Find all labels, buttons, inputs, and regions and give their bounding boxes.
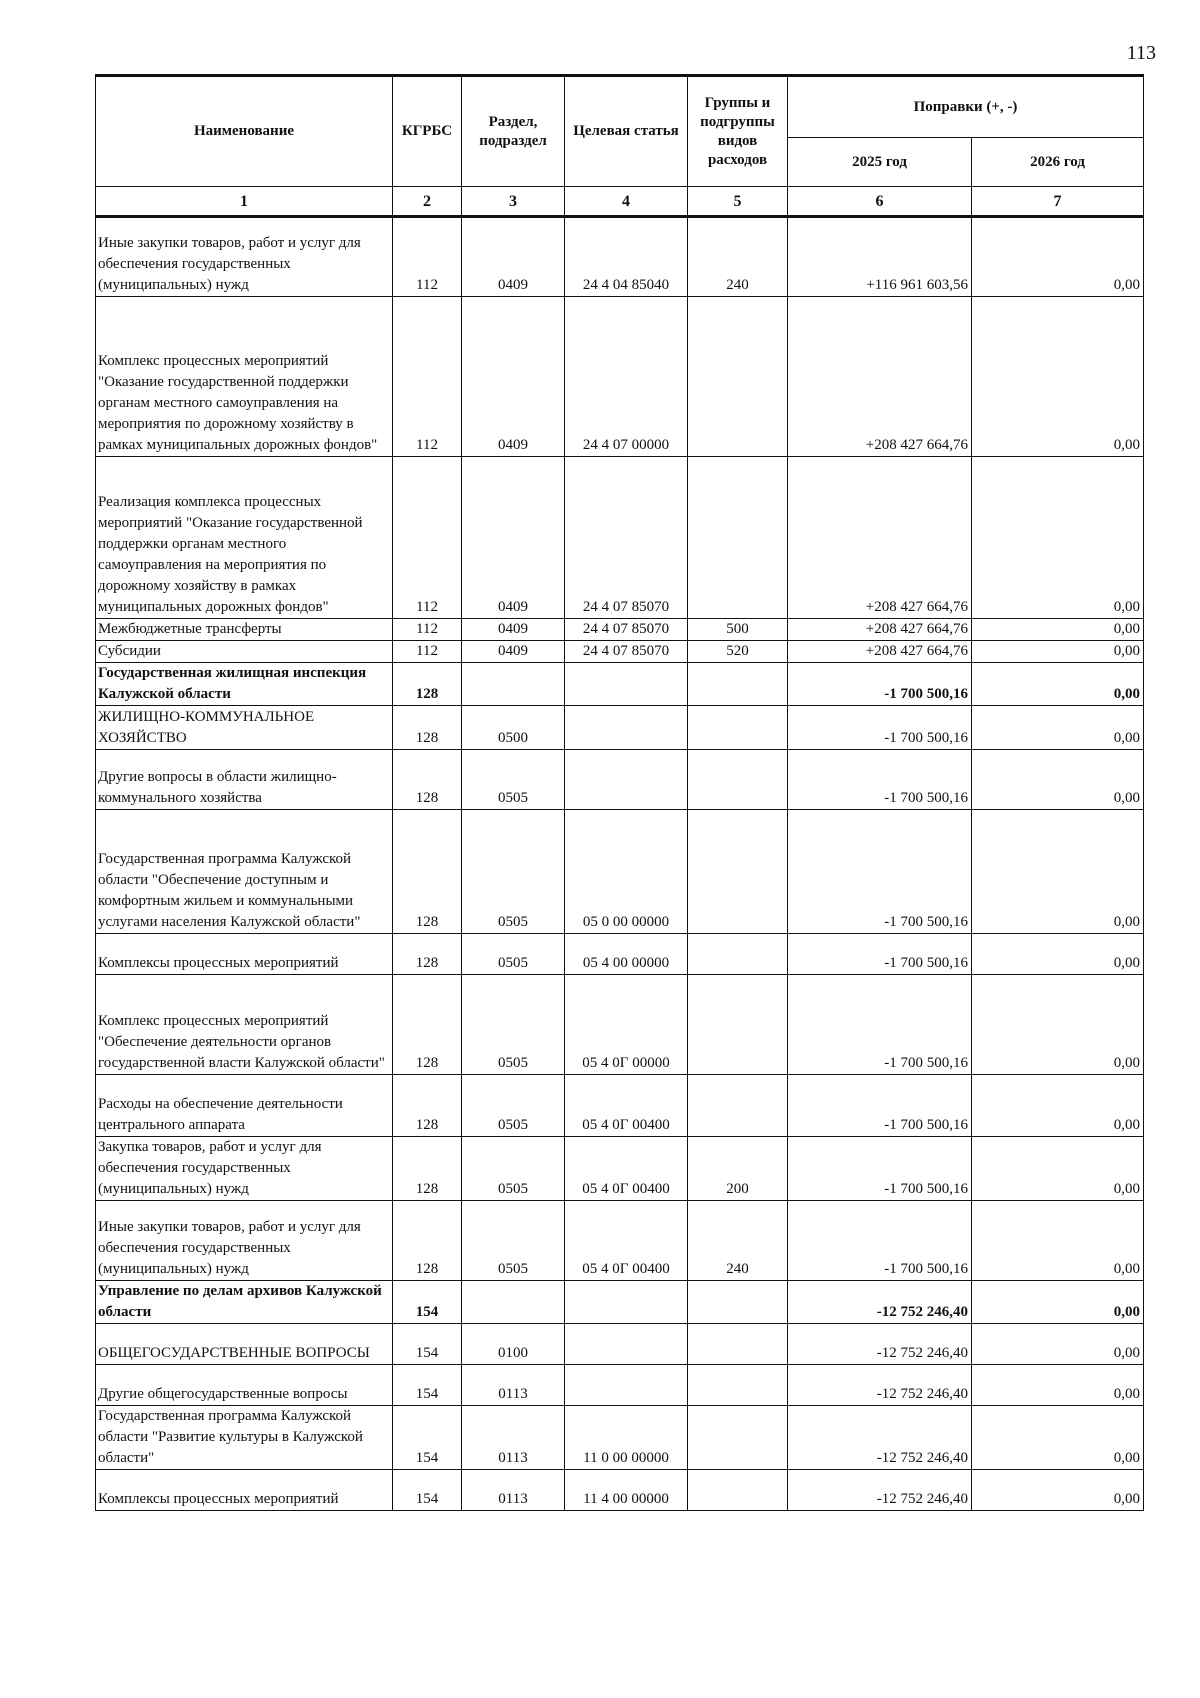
table-row: [96, 975, 1144, 1075]
row-amount-2025: -1 700 500,16: [788, 663, 972, 706]
row-kgrbs: 154: [393, 1470, 462, 1511]
row-amount-2026: 0,00: [972, 1201, 1144, 1281]
row-target: [565, 1281, 688, 1324]
row-group: [688, 975, 788, 1075]
row-section: 0100: [462, 1324, 565, 1365]
row-kgrbs: 128: [393, 1075, 462, 1137]
row-name: Комплекс процессных мероприятий "Обеспечение деятельности органов государственной власти Калужской области": [96, 975, 393, 1075]
column-number: 4: [565, 187, 688, 217]
row-section: 0505: [462, 810, 565, 934]
row-section: [462, 1281, 565, 1324]
table-row: [96, 1324, 1144, 1365]
header-section: Раздел, подраздел: [462, 76, 565, 187]
row-kgrbs: 128: [393, 975, 462, 1075]
table-row: [96, 297, 1144, 457]
row-section: 0505: [462, 975, 565, 1075]
row-name: Управление по делам архивов Калужской области: [96, 1281, 393, 1324]
row-section: 0505: [462, 1137, 565, 1201]
row-group: 520: [688, 641, 788, 663]
row-group: [688, 1406, 788, 1470]
table-row: [96, 1281, 1144, 1324]
row-kgrbs: 154: [393, 1406, 462, 1470]
row-name: Государственная жилищная инспекция Калужской области: [96, 663, 393, 706]
column-number: 5: [688, 187, 788, 217]
header-name: Наименование: [96, 76, 393, 187]
row-kgrbs: 154: [393, 1281, 462, 1324]
row-section: 0409: [462, 641, 565, 663]
table-row: [96, 641, 1144, 663]
row-kgrbs: 128: [393, 663, 462, 706]
row-target: 05 4 0Г 00400: [565, 1137, 688, 1201]
row-section: 0409: [462, 619, 565, 641]
row-amount-2026: 0,00: [972, 457, 1144, 619]
row-target: [565, 1365, 688, 1406]
table-row: [96, 663, 1144, 706]
row-kgrbs: 128: [393, 750, 462, 810]
row-name: ОБЩЕГОСУДАРСТВЕННЫЕ ВОПРОСЫ: [96, 1324, 393, 1365]
row-target: [565, 1324, 688, 1365]
column-number: 2: [393, 187, 462, 217]
row-amount-2026: 0,00: [972, 750, 1144, 810]
row-amount-2025: +208 427 664,76: [788, 641, 972, 663]
row-amount-2026: 0,00: [972, 663, 1144, 706]
row-section: 0505: [462, 1201, 565, 1281]
row-amount-2025: -1 700 500,16: [788, 1075, 972, 1137]
row-amount-2026: 0,00: [972, 1281, 1144, 1324]
row-section: 0409: [462, 217, 565, 297]
row-kgrbs: 128: [393, 1201, 462, 1281]
row-group: [688, 1281, 788, 1324]
row-target: 05 4 0Г 00400: [565, 1201, 688, 1281]
row-target: 05 0 00 00000: [565, 810, 688, 934]
row-amount-2025: -1 700 500,16: [788, 1137, 972, 1201]
column-number: 7: [972, 187, 1144, 217]
table-row: [96, 1406, 1144, 1470]
row-amount-2025: -1 700 500,16: [788, 706, 972, 750]
row-group: [688, 1324, 788, 1365]
row-amount-2026: 0,00: [972, 810, 1144, 934]
row-kgrbs: 154: [393, 1365, 462, 1406]
row-amount-2026: 0,00: [972, 297, 1144, 457]
row-kgrbs: 128: [393, 1137, 462, 1201]
row-kgrbs: 112: [393, 641, 462, 663]
row-amount-2025: -12 752 246,40: [788, 1281, 972, 1324]
row-section: 0505: [462, 750, 565, 810]
row-group: [688, 1365, 788, 1406]
row-group: 200: [688, 1137, 788, 1201]
row-section: [462, 663, 565, 706]
row-amount-2025: -12 752 246,40: [788, 1365, 972, 1406]
row-name: Реализация комплекса процессных мероприятий "Оказание государственной поддержки органам местного самоуправления на мероприятия по дорожному хозяйству в рамках муниципальных дорожных фондов": [96, 457, 393, 619]
row-kgrbs: 112: [393, 457, 462, 619]
row-name: Комплексы процессных мероприятий: [96, 1470, 393, 1511]
row-name: Комплекс процессных мероприятий "Оказание государственной поддержки органам местного самоуправления на мероприятия по дорожному хозяйству в рамках муниципальных дорожных фондов": [96, 297, 393, 457]
row-amount-2025: -1 700 500,16: [788, 750, 972, 810]
row-section: 0113: [462, 1470, 565, 1511]
table-row: [96, 1201, 1144, 1281]
row-amount-2025: +208 427 664,76: [788, 457, 972, 619]
header-year-2026: 2026 год: [972, 138, 1144, 187]
row-name: Иные закупки товаров, работ и услуг для обеспечения государственных (муниципальных) нужд: [96, 217, 393, 297]
table-row: [96, 1075, 1144, 1137]
row-amount-2025: -12 752 246,40: [788, 1406, 972, 1470]
row-amount-2025: -1 700 500,16: [788, 934, 972, 975]
row-amount-2025: -1 700 500,16: [788, 1201, 972, 1281]
row-section: 0409: [462, 457, 565, 619]
row-amount-2026: 0,00: [972, 975, 1144, 1075]
row-name: Государственная программа Калужской области "Развитие культуры в Калужской области": [96, 1406, 393, 1470]
row-target: [565, 750, 688, 810]
row-kgrbs: 128: [393, 934, 462, 975]
row-amount-2025: -12 752 246,40: [788, 1324, 972, 1365]
row-amount-2025: -1 700 500,16: [788, 975, 972, 1075]
table-row: [96, 750, 1144, 810]
row-name: Субсидии: [96, 641, 393, 663]
row-name: ЖИЛИЩНО-КОММУНАЛЬНОЕ ХОЗЯЙСТВО: [96, 706, 393, 750]
row-amount-2026: 0,00: [972, 217, 1144, 297]
table-body: [96, 217, 1144, 1511]
row-target: [565, 706, 688, 750]
row-kgrbs: 112: [393, 297, 462, 457]
row-amount-2025: +208 427 664,76: [788, 619, 972, 641]
row-target: 05 4 0Г 00400: [565, 1075, 688, 1137]
row-name: Другие вопросы в области жилищно-коммунального хозяйства: [96, 750, 393, 810]
row-name: Государственная программа Калужской области "Обеспечение доступным и комфортным жильем и коммунальными услугами населения Калужской области": [96, 810, 393, 934]
column-number: 3: [462, 187, 565, 217]
column-number: 6: [788, 187, 972, 217]
row-group: 240: [688, 217, 788, 297]
row-target: [565, 663, 688, 706]
row-section: 0505: [462, 1075, 565, 1137]
row-group: [688, 934, 788, 975]
row-section: 0505: [462, 934, 565, 975]
row-amount-2025: +116 961 603,56: [788, 217, 972, 297]
header-year-2025: 2025 год: [788, 138, 972, 187]
header-amendments: Поправки (+, -): [788, 76, 1144, 138]
row-target: 05 4 00 00000: [565, 934, 688, 975]
row-target: 11 4 00 00000: [565, 1470, 688, 1511]
row-kgrbs: 128: [393, 706, 462, 750]
budget-amendments-table: [95, 74, 1144, 1511]
header-target: Целевая статья: [565, 76, 688, 187]
row-target: 24 4 07 85070: [565, 457, 688, 619]
row-amount-2025: -12 752 246,40: [788, 1470, 972, 1511]
row-target: 11 0 00 00000: [565, 1406, 688, 1470]
row-amount-2026: 0,00: [972, 1406, 1144, 1470]
row-amount-2026: 0,00: [972, 641, 1144, 663]
row-group: 500: [688, 619, 788, 641]
row-amount-2026: 0,00: [972, 1324, 1144, 1365]
row-name: Расходы на обеспечение деятельности центрального аппарата: [96, 1075, 393, 1137]
row-amount-2026: 0,00: [972, 1075, 1144, 1137]
header-groups: Группы и подгруппы видов расходов: [688, 76, 788, 187]
row-kgrbs: 112: [393, 217, 462, 297]
table-row: [96, 934, 1144, 975]
table-row: [96, 706, 1144, 750]
row-name: Комплексы процессных мероприятий: [96, 934, 393, 975]
row-amount-2025: -1 700 500,16: [788, 810, 972, 934]
table-row: [96, 217, 1144, 297]
row-target: 24 4 04 85040: [565, 217, 688, 297]
column-number: 1: [96, 187, 393, 217]
row-group: [688, 810, 788, 934]
row-name: Закупка товаров, работ и услуг для обеспечения государственных (муниципальных) нужд: [96, 1137, 393, 1201]
row-amount-2026: 0,00: [972, 934, 1144, 975]
table-row: [96, 619, 1144, 641]
row-target: 24 4 07 85070: [565, 641, 688, 663]
header-kgrbs: КГРБС: [393, 76, 462, 187]
row-group: [688, 457, 788, 619]
row-amount-2026: 0,00: [972, 619, 1144, 641]
row-group: 240: [688, 1201, 788, 1281]
row-section: 0500: [462, 706, 565, 750]
table-row: [96, 1470, 1144, 1511]
row-group: [688, 1470, 788, 1511]
row-kgrbs: 128: [393, 810, 462, 934]
row-group: [688, 1075, 788, 1137]
table-row: [96, 1365, 1144, 1406]
row-amount-2025: +208 427 664,76: [788, 297, 972, 457]
row-kgrbs: 112: [393, 619, 462, 641]
row-section: 0113: [462, 1406, 565, 1470]
row-target: 24 4 07 85070: [565, 619, 688, 641]
table-row: [96, 810, 1144, 934]
row-amount-2026: 0,00: [972, 1365, 1144, 1406]
table-row: [96, 1137, 1144, 1201]
row-kgrbs: 154: [393, 1324, 462, 1365]
row-group: [688, 297, 788, 457]
page-number: 113: [1126, 42, 1156, 64]
row-target: 05 4 0Г 00000: [565, 975, 688, 1075]
row-amount-2026: 0,00: [972, 706, 1144, 750]
row-amount-2026: 0,00: [972, 1470, 1144, 1511]
row-group: [688, 750, 788, 810]
row-group: [688, 706, 788, 750]
table-row: [96, 457, 1144, 619]
row-section: 0113: [462, 1365, 565, 1406]
row-name: Другие общегосударственные вопросы: [96, 1365, 393, 1406]
row-section: 0409: [462, 297, 565, 457]
row-name: Межбюджетные трансферты: [96, 619, 393, 641]
row-group: [688, 663, 788, 706]
row-name: Иные закупки товаров, работ и услуг для обеспечения государственных (муниципальных) нужд: [96, 1201, 393, 1281]
row-amount-2026: 0,00: [972, 1137, 1144, 1201]
row-target: 24 4 07 00000: [565, 297, 688, 457]
